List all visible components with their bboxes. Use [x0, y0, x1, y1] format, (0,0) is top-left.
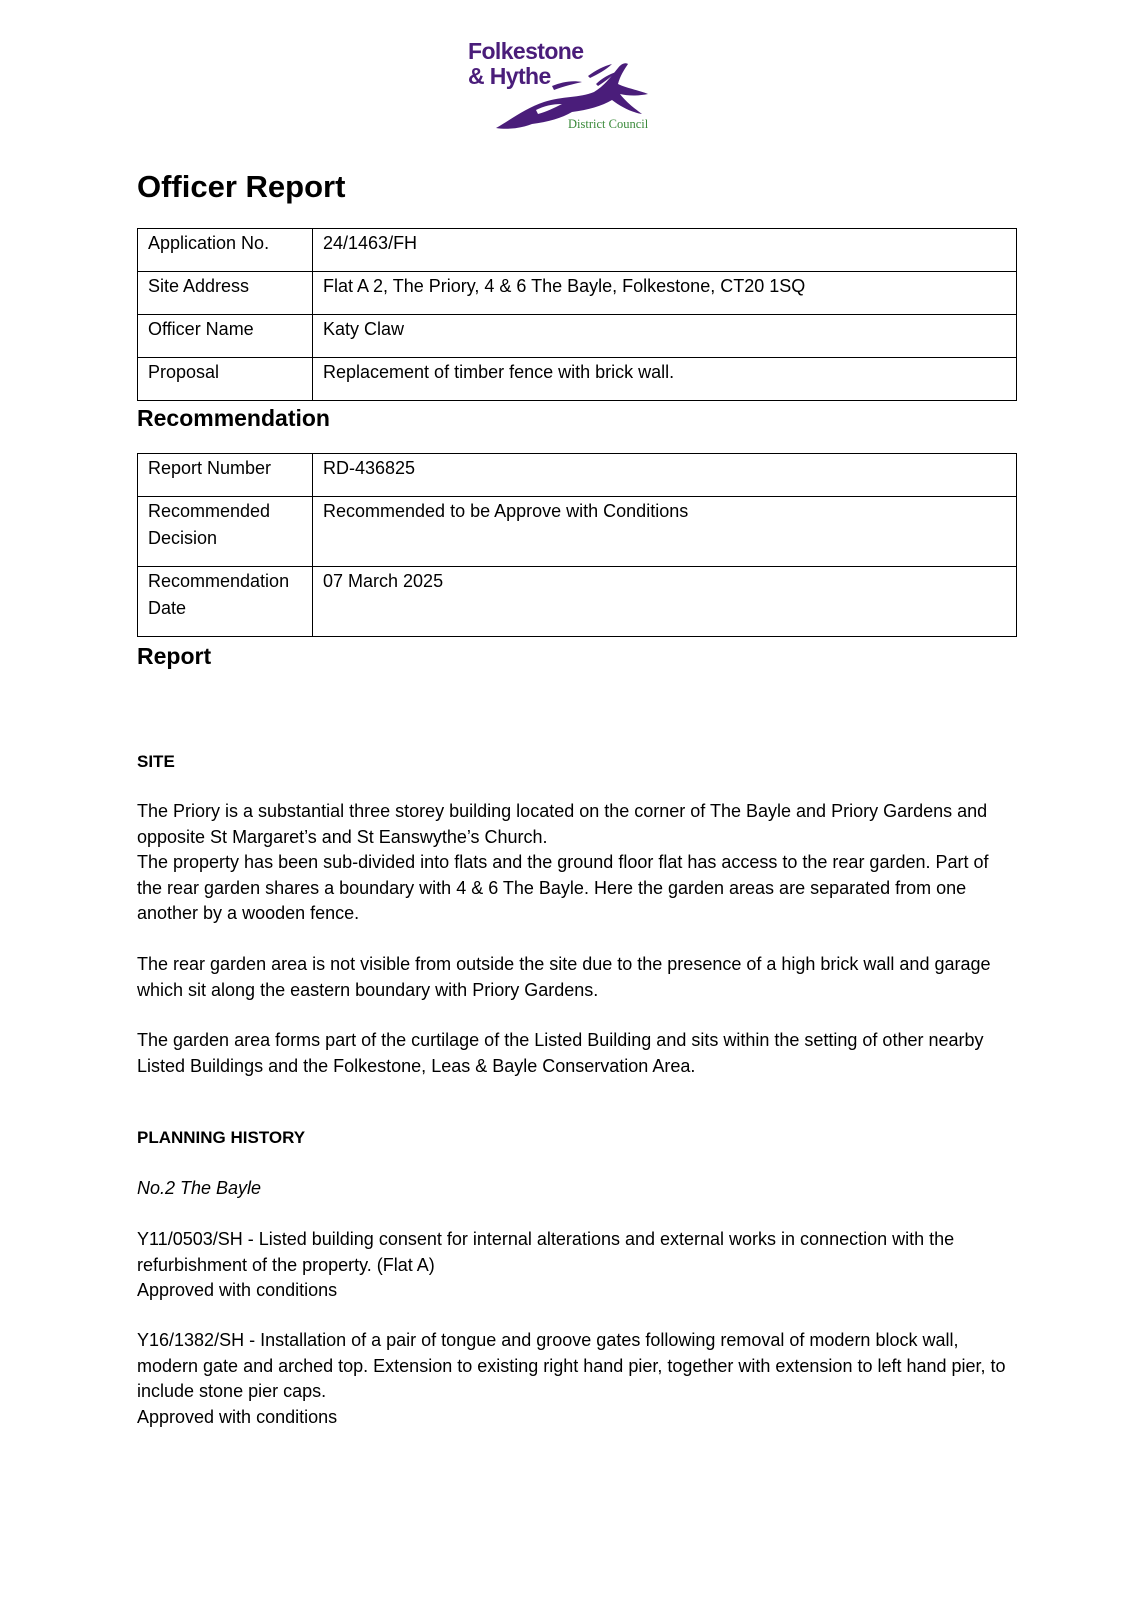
row-value: 24/1463/FH [313, 229, 1017, 272]
table-row [138, 229, 1017, 272]
logo-text-line2: & Hythe [468, 63, 551, 89]
history-entry [137, 1227, 1017, 1304]
recommendation-heading: Recommendation [137, 405, 330, 431]
row-value: Flat A 2, The Priory, 4 & 6 The Bayle, Folkestone, CT20 1SQ [313, 272, 1017, 315]
site-text: The property has been sub-divided into flats and the ground floor flat has access to the rear garden. Part of the rear garden shares a boundary with 4 & 6 The Bayle. Here the garden areas are separated from one another by a wooden fence. [137, 852, 989, 923]
row-value: RD-436825 [313, 454, 1017, 497]
site-heading: SITE [137, 752, 175, 771]
history-entry-text: Y16/1382/SH - Installation of a pair of tongue and groove gates following removal of modern block wall, modern gate and arched top. Extension to existing right hand pier, together with extension to left hand pier, to include stone pier caps. [137, 1330, 1006, 1401]
history-entry-text: Y11/0503/SH - Listed building consent for internal alterations and external works in connection with the refurbishment of the property. (Flat A) [137, 1229, 955, 1275]
logo-text-line1: Folkestone [468, 38, 584, 64]
table-row [138, 567, 1017, 637]
table-row [138, 272, 1017, 315]
recommendation-table [137, 453, 1017, 637]
council-logo [468, 38, 668, 138]
history-entry-decision: Approved with conditions [137, 1406, 338, 1427]
row-value: Replacement of timber fence with brick wall. [313, 358, 1017, 401]
row-label: Recommended Decision [138, 497, 313, 567]
row-label: Recommendation Date [138, 567, 313, 637]
site-paragraph [137, 799, 1017, 927]
application-table [137, 228, 1017, 401]
page-title: Officer Report [137, 169, 346, 204]
row-label: Proposal [138, 358, 313, 401]
history-entry-decision: Approved with conditions [137, 1280, 338, 1300]
history-entry [137, 1328, 1017, 1430]
site-text: The rear garden area is not visible from outside the site due to the presence of a high brick wall and garage which sit along the eastern boundary with Priory Gardens. [137, 954, 991, 1000]
report-heading: Report [137, 643, 212, 669]
planning-history-heading: PLANNING HISTORY [137, 1128, 306, 1147]
site-text: The Priory is a substantial three storey building located on the corner of The Bayle and Priory Gardens and opposite St Margaret’s and St Eanswythe’s Church. [137, 801, 988, 847]
row-label: Application No. [138, 229, 313, 272]
site-paragraph [137, 1028, 1017, 1079]
logo-text-line3: District Council [568, 117, 649, 131]
table-row [138, 454, 1017, 497]
row-label: Report Number [138, 454, 313, 497]
row-value: 07 March 2025 [313, 567, 1017, 637]
row-label: Site Address [138, 272, 313, 315]
history-subheading: No.2 The Bayle [137, 1178, 262, 1198]
row-value: Katy Claw [313, 315, 1017, 358]
site-text: The garden area forms part of the curtilage of the Listed Building and sits within the setting of other nearby Listed Buildings and the Folkestone, Leas & Bayle Conservation Area. [137, 1030, 984, 1076]
row-label: Officer Name [138, 315, 313, 358]
row-value: Recommended to be Approve with Conditions [313, 497, 1017, 567]
table-row [138, 358, 1017, 401]
site-paragraph [137, 952, 1017, 1003]
table-row [138, 315, 1017, 358]
table-row [138, 497, 1017, 567]
